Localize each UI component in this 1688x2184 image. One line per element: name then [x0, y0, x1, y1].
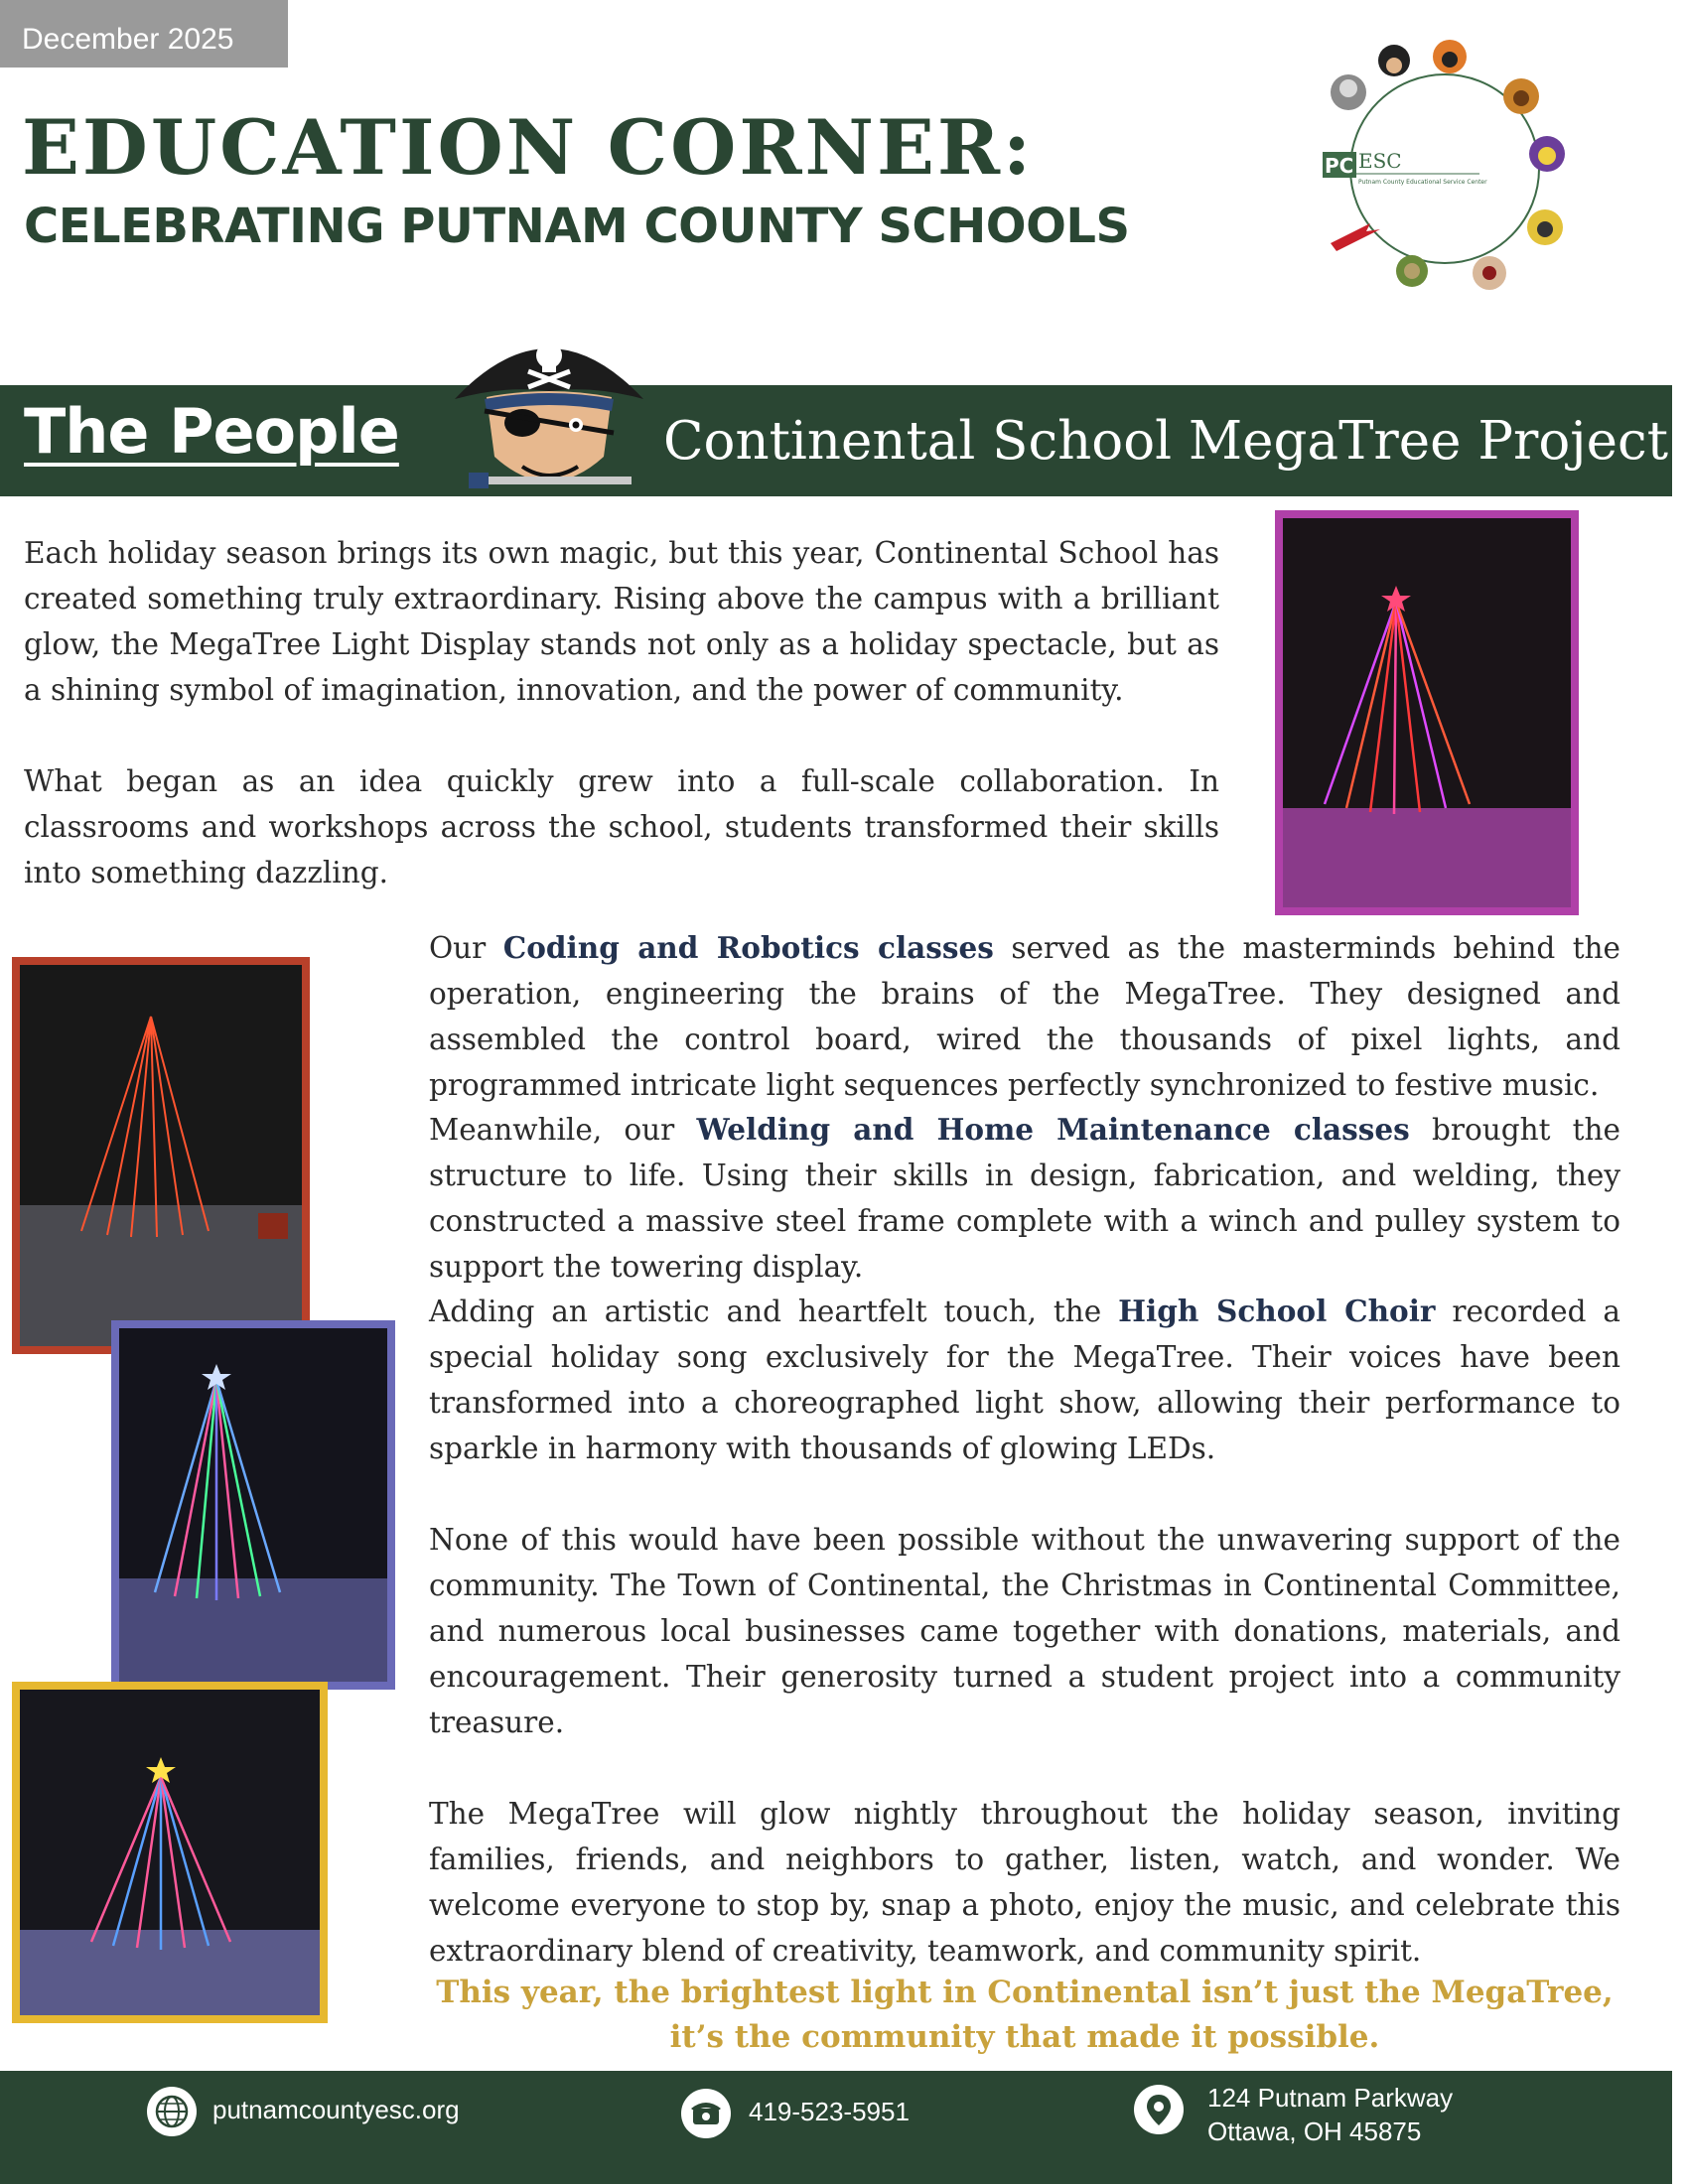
footer-address — [1207, 2081, 1453, 2148]
footer-website-link[interactable]: putnamcountyesc.org — [212, 2095, 460, 2124]
megatree-photo-red — [12, 957, 310, 1354]
project-title: Continental School MegaTree Project — [663, 411, 1669, 472]
article-paragraph-coding — [429, 925, 1620, 1108]
highlight-choir: High School Choir — [1118, 1294, 1436, 1328]
issue-date-badge: December 2025 — [0, 0, 288, 68]
article-paragraph-intro: Each holiday season brings its own magic, but this year, Continental School has created something truly extraordinary. Rising above the campus with a brilliant glow, the MegaTree Light Display stands not only as a holiday spectacle, but as a shining symbol of imagination, innovation, and the power of community. — [24, 536, 1219, 707]
footer-phone-number[interactable]: 419-523-5951 — [749, 2097, 910, 2126]
closing-line-2: it’s the community that made it possible. — [669, 2019, 1380, 2055]
svg-text:Putnam County Educational Serv: Putnam County Educational Service Center — [1358, 179, 1487, 186]
article-paragraph-invite: The MegaTree will glow nightly throughout the holiday season, inviting families, friends, and neighbors to gather, listen, watch, and wonder. We welcome everyone to stop by, snap a photo, enjoy the music, and celebrate this extraordinary blend of creativity, teamwork, and community spirit. — [429, 1797, 1620, 1968]
article-paragraph-community: None of this would have been possible without the unwavering support of the community. The Town of Continental, the Christmas in Continental Committee, and numerous local businesses came together with donations, materials, and encouragement. Their generosity turned a student project into a community treasure. — [429, 1523, 1620, 1739]
closing-line-1: This year, the brightest light in Continental isn’t just the MegaTree, — [436, 1975, 1614, 2010]
address-line-1: 124 Putnam Parkway — [1207, 2083, 1454, 2113]
page-subtitle: CELEBRATING PUTNAM COUNTY SCHOOLS — [24, 199, 1130, 254]
address-line-2: Ottawa, OH 45875 — [1207, 2116, 1422, 2146]
highlight-welding: Welding and Home Maintenance classes — [696, 1112, 1410, 1147]
location-pin-icon — [1134, 2085, 1184, 2134]
pirate-mascot-icon — [445, 308, 653, 516]
text-segment: recorded a special holiday song exclusively for the MegaTree. Their voices have been transformed into a choreographed light show, allowing their performance to sparkle in harmony with thousands of glowing LEDs. — [429, 1295, 1621, 1465]
megatree-photo-purple — [1275, 510, 1579, 915]
text-segment: brought the structure to life. Using their skills in design, fabrication, and welding, they constructed a massive steel frame complete with a winch and pulley system to support the towering display. — [429, 1113, 1620, 1284]
logo-pc-mark: PC — [1325, 154, 1354, 178]
article-paragraph-welding — [429, 1107, 1620, 1290]
text-segment: Adding an artistic and heartfelt touch, the — [429, 1295, 1119, 1328]
megatree-photo-blue — [111, 1320, 395, 1690]
article-paragraph-idea: What began as an idea quickly grew into a full-scale collaboration. In classrooms and workshops across the school, students transformed their skills into something dazzling. — [24, 764, 1219, 889]
text-segment: Meanwhile, our — [429, 1113, 697, 1147]
section-label: The People — [24, 395, 399, 468]
text-segment: Our — [429, 931, 503, 965]
article-paragraph-choir — [429, 1289, 1620, 1471]
globe-icon — [147, 2087, 197, 2136]
text-segment: served as the masterminds behind the operation, engineering the brains of the MegaTree. They designed and assembled the control board, wired the thousands of pixel lights, and programmed intricate light sequences perfectly synchronized to festive music. — [429, 931, 1621, 1102]
page-title: EDUCATION CORNER: — [22, 103, 1035, 192]
megatree-photo-gold — [12, 1682, 328, 2023]
phone-icon — [681, 2089, 731, 2138]
pcesc-logo — [1311, 35, 1579, 303]
highlight-coding-robotics: Coding and Robotics classes — [502, 930, 994, 965]
closing-quote — [429, 1971, 1620, 2060]
svg-text:ESC: ESC — [1358, 149, 1402, 173]
